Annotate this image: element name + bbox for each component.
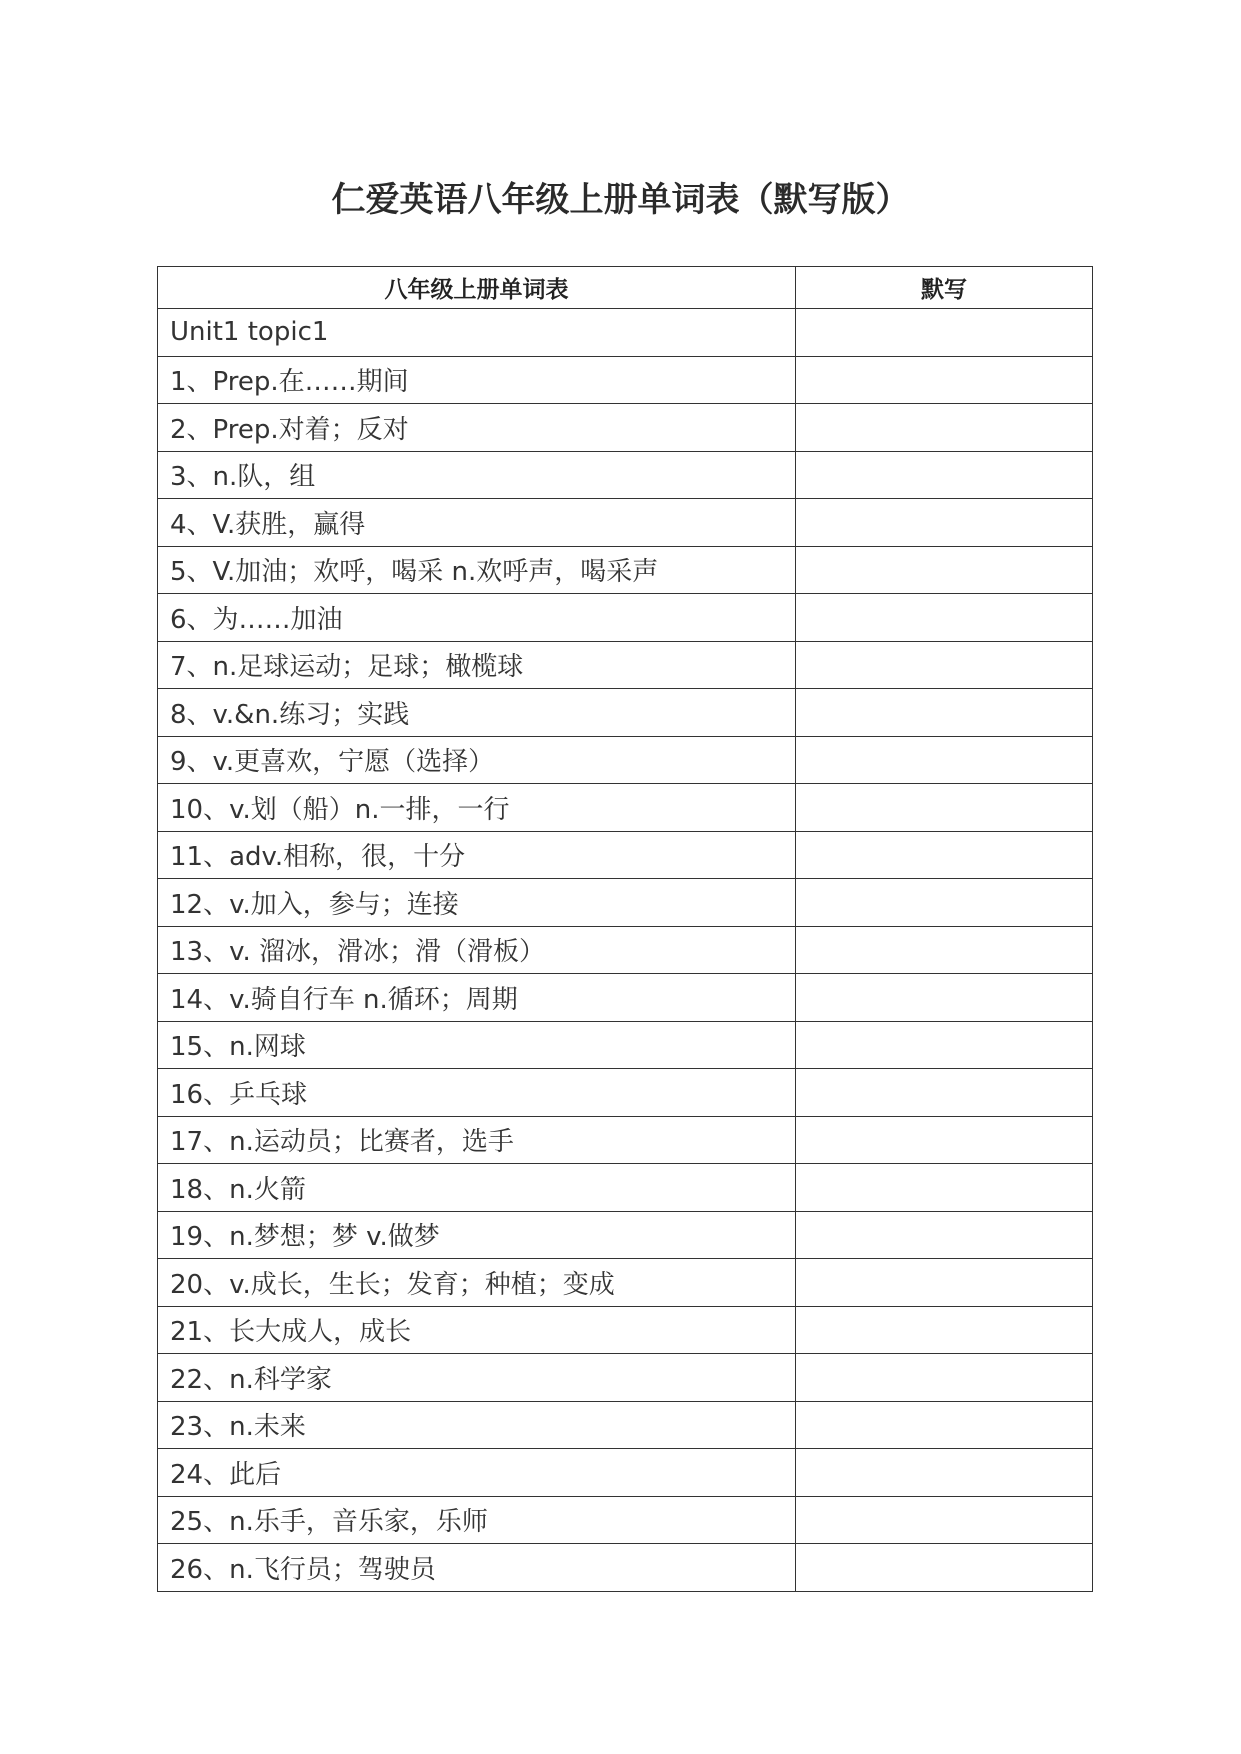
vocab-entry: 5、V.加油；欢呼，喝采 n.欢呼声，喝采声 [158, 546, 796, 594]
vocabulary-rows [158, 309, 1093, 1592]
dictation-cell [796, 1211, 1093, 1259]
dictation-cell [796, 1449, 1093, 1497]
table-header-row [158, 267, 1093, 309]
dictation-cell [796, 831, 1093, 879]
vocab-entry: 26、n.飞行员；驾驶员 [158, 1544, 796, 1592]
table-row [158, 451, 1093, 499]
dictation-cell [796, 736, 1093, 784]
vocab-entry: 7、n.足球运动；足球；橄榄球 [158, 641, 796, 689]
dictation-cell [796, 974, 1093, 1022]
table-row [158, 1544, 1093, 1592]
vocab-entry: 23、n.未来 [158, 1401, 796, 1449]
dictation-cell [796, 879, 1093, 927]
vocab-entry: 19、n.梦想；梦 v.做梦 [158, 1211, 796, 1259]
vocab-entry: 24、此后 [158, 1449, 796, 1497]
dictation-cell [796, 356, 1093, 404]
dictation-cell [796, 546, 1093, 594]
vocab-entry: 11、adv.相称，很，十分 [158, 831, 796, 879]
vocab-entry: 17、n.运动员；比赛者，选手 [158, 1116, 796, 1164]
vocab-entry: 13、v. 溜冰，滑冰；滑（滑板） [158, 926, 796, 974]
dictation-cell [796, 499, 1093, 547]
vocab-entry: 22、n.科学家 [158, 1354, 796, 1402]
dictation-cell [796, 451, 1093, 499]
vocab-entry: 6、为……加油 [158, 594, 796, 642]
table-row [158, 974, 1093, 1022]
dictation-cell [796, 1116, 1093, 1164]
vocab-entry: 15、n.网球 [158, 1021, 796, 1069]
vocab-entry: Unit1 topic1 [158, 309, 796, 357]
vocab-entry: 12、v.加入，参与；连接 [158, 879, 796, 927]
dictation-cell [796, 1354, 1093, 1402]
vocab-entry: 20、v.成长，生长；发育；种植；变成 [158, 1259, 796, 1307]
dictation-cell [796, 1069, 1093, 1117]
dictation-cell [796, 594, 1093, 642]
table-row [158, 1401, 1093, 1449]
dictation-cell [796, 404, 1093, 452]
table-row [158, 641, 1093, 689]
vocabulary-table [157, 266, 1093, 1592]
table-row [158, 1211, 1093, 1259]
table-row [158, 499, 1093, 547]
vocab-entry: 8、v.&n.练习；实践 [158, 689, 796, 737]
dictation-cell [796, 1259, 1093, 1307]
dictation-cell [796, 689, 1093, 737]
dictation-cell [796, 1164, 1093, 1212]
table-row [158, 1259, 1093, 1307]
table-row [158, 689, 1093, 737]
vocab-entry: 18、n.火箭 [158, 1164, 796, 1212]
table-row [158, 1164, 1093, 1212]
table-row [158, 831, 1093, 879]
table-row [158, 546, 1093, 594]
vocab-entry: 9、v.更喜欢，宁愿（选择） [158, 736, 796, 784]
table-row [158, 784, 1093, 832]
vocab-entry: 1、Prep.在……期间 [158, 356, 796, 404]
table-row [158, 926, 1093, 974]
dictation-cell [796, 784, 1093, 832]
vocab-entry: 10、v.划（船）n.一排，一行 [158, 784, 796, 832]
dictation-cell [796, 1496, 1093, 1544]
vocab-entry: 2、Prep.对着；反对 [158, 404, 796, 452]
table-row [158, 879, 1093, 927]
table-row [158, 1306, 1093, 1354]
vocab-entry: 25、n.乐手，音乐家，乐师 [158, 1496, 796, 1544]
table-row [158, 736, 1093, 784]
vocab-entry: 21、长大成人，成长 [158, 1306, 796, 1354]
vocab-entry: 3、n.队，组 [158, 451, 796, 499]
dictation-cell [796, 641, 1093, 689]
table-row [158, 1116, 1093, 1164]
table-row [158, 356, 1093, 404]
table-row [158, 594, 1093, 642]
table-row [158, 404, 1093, 452]
dictation-cell [796, 309, 1093, 357]
table-row [158, 1021, 1093, 1069]
dictation-cell [796, 1021, 1093, 1069]
table-row [158, 1449, 1093, 1497]
dictation-cell [796, 1306, 1093, 1354]
header-word-list: 八年级上册单词表 [158, 267, 796, 309]
page-title: 仁爱英语八年级上册单词表（默写版） [331, 180, 910, 220]
table-row [158, 1354, 1093, 1402]
dictation-cell [796, 1401, 1093, 1449]
header-dictation: 默写 [796, 267, 1093, 309]
table-row [158, 309, 1093, 357]
vocab-entry: 16、乒乓球 [158, 1069, 796, 1117]
vocab-entry: 14、v.骑自行车 n.循环；周期 [158, 974, 796, 1022]
vocab-entry: 4、V.获胜，赢得 [158, 499, 796, 547]
dictation-cell [796, 926, 1093, 974]
table-row [158, 1496, 1093, 1544]
dictation-cell [796, 1544, 1093, 1592]
table-row [158, 1069, 1093, 1117]
